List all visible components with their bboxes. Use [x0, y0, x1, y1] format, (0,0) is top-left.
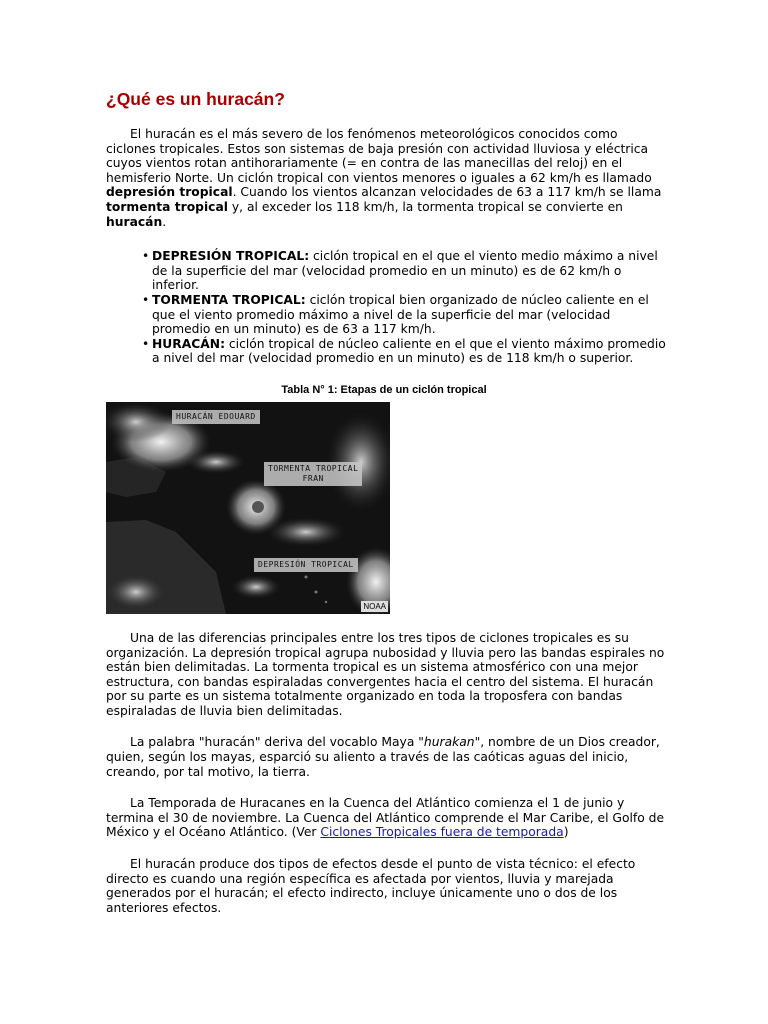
paragraph-etymology — [106, 735, 666, 779]
season-link[interactable]: Ciclones Tropicales fuera de temporada — [320, 825, 564, 840]
intro-bold-tormenta: tormenta tropical — [106, 199, 228, 214]
satellite-image — [106, 402, 390, 614]
list-item — [142, 337, 666, 366]
intro-text-2: . Cuando los vientos alcanzan velocidades de 63 a 117 km/h se llama — [232, 185, 662, 200]
bullet-icon: • — [142, 292, 150, 307]
intro-text-1: El huracán es el más severo de los fenómenos meteorológicos conocidos como ciclones tropicales. Estos son sistemas de baja presión con actividad lluviosa y eléctrica cuyos vientos rotan antihorariamente (= en contra de las manecillas del reloj) en el hemisferio Norte. Un ciclón tropical con vientos menores o iguales a 62 km/h es llamado — [106, 127, 652, 185]
document-page — [106, 88, 666, 915]
noaa-credit: NOAA — [363, 601, 386, 611]
etymology-italic: hurakan — [423, 735, 475, 750]
page-title: ¿Qué es un huracán? — [106, 89, 285, 109]
intro-text-3: y, al exceder los 118 km/h, la tormenta tropical se convierte en — [227, 199, 623, 214]
paragraph-effects: El huracán produce dos tipos de efectos desde el punto de vista técnico: el efecto directo es cuando una región específica es afectada por vientos, lluvia y marejada generados por el huracán; el efecto indirecto, incluye únicamente uno o dos de los anteriores efectos. — [106, 857, 636, 915]
label-huracan-edouard: HURACÁN EDOUARD — [172, 410, 260, 424]
etymology-text-2: ", nombre de un Dios creador, quien, según los mayas, esparció su aliento a través de las caóticas aguas del inicio, creando, por tal motivo, la tierra. — [106, 735, 660, 779]
intro-paragraph — [106, 127, 666, 229]
season-text-2: ) — [563, 825, 569, 840]
label-tormenta-tropical — [264, 462, 362, 486]
definition-term: HURACÁN: — [152, 336, 226, 351]
bullet-icon: • — [142, 336, 150, 351]
list-item — [142, 293, 666, 337]
label-depresion-tropical: DEPRESIÓN TROPICAL — [254, 558, 358, 572]
definitions-list — [106, 249, 666, 366]
definition-term: TORMENTA TROPICAL: — [152, 292, 306, 307]
definition-text: ciclón tropical bien organizado de núcleo caliente en el que el viento promedio máximo a nivel de la superficie del mar (velocidad promedio en un minuto) es de 63 a 117 km/h. — [152, 292, 649, 337]
figure-caption: Tabla N° 1: Etapas de un ciclón tropical — [281, 383, 487, 396]
season-text-1: La Temporada de Huracanes en la Cuenca del Atlántico comienza el 1 de junio y termina el 30 de noviembre. La Cuenca del Atlántico comprende el Mar Caribe, el Golfo de México y el Océano Atlántico. (Ver — [106, 796, 665, 840]
etymology-text-1: La palabra "huracán" deriva del vocablo Maya " — [130, 735, 424, 750]
paragraph-differences: Una de las diferencias principales entre los tres tipos de ciclones tropicales es su organización. La depresión tropical agrupa nubosidad y lluvia pero las bandas espirales no están bien delimitadas. La tormenta tropical es un sistema atmosférico con una mejor estructura, con bandas espiraladas convergentes hacia el centro del sistema. El huracán por su parte es un sistema totalmente organizado en toda la troposfera con bandas espiraladas de lluvia bien delimitadas. — [106, 630, 665, 718]
satellite-image-graphic — [106, 402, 390, 614]
definition-text: ciclón tropical de núcleo caliente en el que el viento máximo promedio a nivel del mar (velocidad promedio en un minuto) es de 118 km/h o superior. — [152, 336, 666, 366]
definition-text: ciclón tropical en el que el viento medio máximo a nivel de la superficie del mar (velocidad promedio en un minuto) es de 62 km/h o inferior. — [152, 249, 658, 293]
list-item — [142, 249, 666, 293]
intro-text-4: . — [162, 214, 167, 229]
label-tormenta-line-2: FRAN — [302, 473, 324, 483]
intro-bold-depresion: depresión tropical — [106, 185, 233, 200]
intro-bold-huracan: huracán — [106, 214, 163, 229]
paragraph-season — [106, 796, 666, 840]
bullet-icon: • — [142, 249, 150, 264]
label-tormenta-line-1: TORMENTA TROPICAL — [268, 463, 359, 473]
definition-term: DEPRESIÓN TROPICAL: — [152, 249, 310, 264]
